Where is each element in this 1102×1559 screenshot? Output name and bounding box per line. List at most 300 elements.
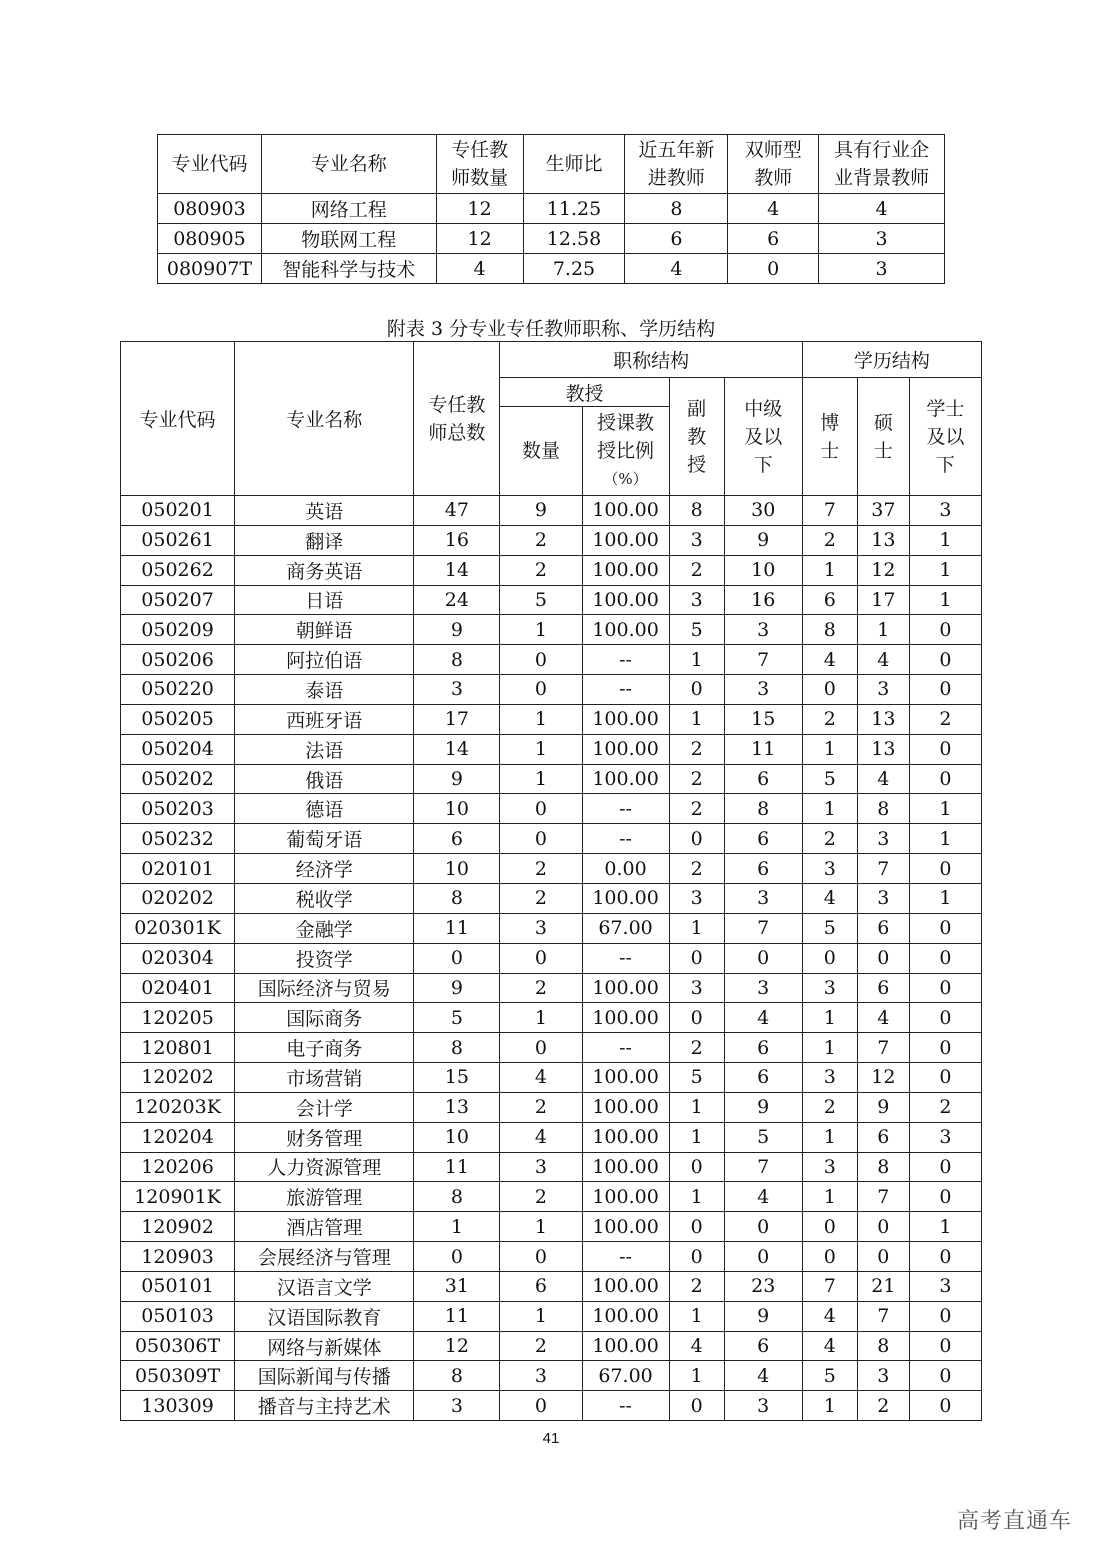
table-cell: 050232 bbox=[121, 824, 235, 854]
table-cell: 020101 bbox=[121, 854, 235, 884]
table-cell: 0 bbox=[500, 794, 582, 824]
table-cell: 3 bbox=[909, 1271, 981, 1301]
table-cell: 080903 bbox=[158, 194, 262, 224]
table-cell: 1 bbox=[909, 1212, 981, 1242]
table-cell: 播音与主持艺术 bbox=[235, 1391, 414, 1421]
table-cell: -- bbox=[582, 645, 669, 675]
table-cell: 050261 bbox=[121, 525, 235, 555]
table-cell: 0 bbox=[724, 943, 802, 973]
ratio-label: 授课教 授比例 bbox=[597, 412, 655, 462]
table-cell: 37 bbox=[857, 496, 909, 526]
table-cell: -- bbox=[582, 1242, 669, 1272]
table-cell: 0 bbox=[909, 854, 981, 884]
table-cell: 智能科学与技术 bbox=[261, 254, 436, 284]
table-cell: 100.00 bbox=[582, 615, 669, 645]
table-cell: 0 bbox=[909, 1361, 981, 1391]
watermark-text: 高考直通车 bbox=[956, 1509, 1072, 1534]
table-cell: 2 bbox=[909, 704, 981, 734]
table-row bbox=[121, 1033, 982, 1063]
table-cell: 9 bbox=[414, 764, 500, 794]
table-cell: 3 bbox=[414, 1391, 500, 1421]
table-cell: 0 bbox=[669, 943, 724, 973]
table-cell: 47 bbox=[414, 496, 500, 526]
header-cell: 具有行业企 业背景教师 bbox=[819, 135, 945, 194]
table-cell: 0 bbox=[909, 1391, 981, 1421]
header-total: 专任教 师总数 bbox=[414, 342, 500, 496]
table-cell: 9 bbox=[414, 973, 500, 1003]
table-cell: 法语 bbox=[235, 734, 414, 764]
table-cell: 4 bbox=[802, 883, 857, 913]
table-cell: 5 bbox=[802, 764, 857, 794]
table-cell: 6 bbox=[857, 913, 909, 943]
table-cell: 德语 bbox=[235, 794, 414, 824]
table-row bbox=[121, 525, 982, 555]
table-cell: 9 bbox=[857, 1092, 909, 1122]
table-cell: 3 bbox=[857, 1361, 909, 1391]
table-cell: 1 bbox=[802, 734, 857, 764]
table-cell: 6 bbox=[724, 1331, 802, 1361]
teacher-count-table bbox=[157, 134, 945, 284]
table-cell: 0 bbox=[724, 1212, 802, 1242]
table-cell: 4 bbox=[802, 1301, 857, 1331]
table-cell: 0 bbox=[728, 254, 819, 284]
table-cell: 080905 bbox=[158, 224, 262, 254]
table-cell: 0 bbox=[724, 1242, 802, 1272]
table-cell: 050207 bbox=[121, 585, 235, 615]
table-cell: 020304 bbox=[121, 943, 235, 973]
table-cell: 5 bbox=[724, 1122, 802, 1152]
table-cell: 2 bbox=[669, 1033, 724, 1063]
table-cell: 8 bbox=[414, 1033, 500, 1063]
table-row bbox=[121, 943, 982, 973]
table-row bbox=[158, 254, 945, 284]
table-cell: 翻译 bbox=[235, 525, 414, 555]
table-cell: 6 bbox=[414, 824, 500, 854]
table-cell: 7 bbox=[857, 1182, 909, 1212]
table-cell: 0 bbox=[802, 1242, 857, 1272]
table-cell: 4 bbox=[724, 1361, 802, 1391]
table-cell: 6 bbox=[724, 1063, 802, 1093]
table-cell: 5 bbox=[500, 585, 582, 615]
table-header-row bbox=[121, 342, 982, 378]
table-cell: 7.25 bbox=[523, 254, 625, 284]
table-cell: 0 bbox=[500, 824, 582, 854]
table-cell: 财务管理 bbox=[235, 1122, 414, 1152]
table-cell: 3 bbox=[500, 913, 582, 943]
table-cell: 4 bbox=[857, 1003, 909, 1033]
header-intermediate-below: 中级 及以 下 bbox=[724, 378, 802, 496]
header-bachelor-below: 学士 及以 下 bbox=[909, 378, 981, 496]
table-cell: 3 bbox=[724, 883, 802, 913]
table-cell: 10 bbox=[414, 854, 500, 884]
table-cell: 4 bbox=[500, 1122, 582, 1152]
table-cell: 7 bbox=[724, 645, 802, 675]
table-cell: 12.58 bbox=[523, 224, 625, 254]
table-cell: 11 bbox=[414, 1152, 500, 1182]
table-cell: 网络与新媒体 bbox=[235, 1331, 414, 1361]
table-cell: 0 bbox=[909, 1003, 981, 1033]
table-cell: 4 bbox=[802, 645, 857, 675]
table-row bbox=[121, 1212, 982, 1242]
table-cell: 12 bbox=[857, 1063, 909, 1093]
table-cell: 6 bbox=[802, 585, 857, 615]
table-cell: 11.25 bbox=[523, 194, 625, 224]
table-cell: 8 bbox=[857, 1331, 909, 1361]
table-cell: 8 bbox=[724, 794, 802, 824]
header-code: 专业代码 bbox=[121, 342, 235, 496]
table-cell: 5 bbox=[802, 913, 857, 943]
table-cell: 4 bbox=[669, 1331, 724, 1361]
table-cell: 12 bbox=[414, 1331, 500, 1361]
table-cell: 6 bbox=[724, 854, 802, 884]
table-cell: 6 bbox=[724, 824, 802, 854]
table-cell: 6 bbox=[857, 973, 909, 1003]
table-cell: 2 bbox=[857, 1391, 909, 1421]
table-cell: 4 bbox=[500, 1063, 582, 1093]
header-cell: 双师型 教师 bbox=[728, 135, 819, 194]
table-cell: 100.00 bbox=[582, 585, 669, 615]
table-cell: 0 bbox=[909, 1182, 981, 1212]
table-cell: 13 bbox=[414, 1092, 500, 1122]
table-cell: 1 bbox=[500, 1003, 582, 1033]
table-cell: 100.00 bbox=[582, 1063, 669, 1093]
table-cell: 100.00 bbox=[582, 555, 669, 585]
table-cell: 13 bbox=[857, 704, 909, 734]
table-cell: 0.00 bbox=[582, 854, 669, 884]
table-cell: 3 bbox=[857, 675, 909, 705]
table-cell: 7 bbox=[857, 1301, 909, 1331]
table-row bbox=[121, 1242, 982, 1272]
table-cell: 120203K bbox=[121, 1092, 235, 1122]
table-cell: 120903 bbox=[121, 1242, 235, 1272]
table-cell: 旅游管理 bbox=[235, 1182, 414, 1212]
table-cell: 网络工程 bbox=[261, 194, 436, 224]
table-cell: 2 bbox=[500, 973, 582, 1003]
table-row bbox=[121, 1092, 982, 1122]
table-cell: 24 bbox=[414, 585, 500, 615]
table-cell: 100.00 bbox=[582, 1301, 669, 1331]
table-cell: 3 bbox=[802, 1152, 857, 1182]
header-cell: 生师比 bbox=[523, 135, 625, 194]
table-cell: 120206 bbox=[121, 1152, 235, 1182]
table-cell: 14 bbox=[414, 555, 500, 585]
table-cell: 俄语 bbox=[235, 764, 414, 794]
table-cell: 050220 bbox=[121, 675, 235, 705]
table-cell: 100.00 bbox=[582, 734, 669, 764]
header-cell: 近五年新 进教师 bbox=[625, 135, 728, 194]
table-row bbox=[121, 1063, 982, 1093]
table-cell: 1 bbox=[500, 704, 582, 734]
table-cell: 050103 bbox=[121, 1301, 235, 1331]
table-cell: 100.00 bbox=[582, 1152, 669, 1182]
table-cell: 0 bbox=[669, 675, 724, 705]
table-cell: 3 bbox=[819, 224, 945, 254]
table-cell: 4 bbox=[625, 254, 728, 284]
table-cell: 2 bbox=[500, 1092, 582, 1122]
table-cell: 3 bbox=[724, 675, 802, 705]
header-cell: 专业名称 bbox=[261, 135, 436, 194]
table-cell: 050205 bbox=[121, 704, 235, 734]
table-cell: 朝鲜语 bbox=[235, 615, 414, 645]
table-cell: 12 bbox=[857, 555, 909, 585]
table-cell: 国际新闻与传播 bbox=[235, 1361, 414, 1391]
table-cell: 0 bbox=[500, 645, 582, 675]
table-cell: 8 bbox=[414, 883, 500, 913]
table-cell: 12 bbox=[436, 224, 523, 254]
table-cell: 9 bbox=[500, 496, 582, 526]
table-cell: 17 bbox=[414, 704, 500, 734]
table-cell: 7 bbox=[857, 854, 909, 884]
table-cell: 050306T bbox=[121, 1331, 235, 1361]
table-cell: 3 bbox=[819, 254, 945, 284]
table-cell: 3 bbox=[669, 525, 724, 555]
table-cell: 050262 bbox=[121, 555, 235, 585]
table-cell: 8 bbox=[857, 1152, 909, 1182]
table-cell: 100.00 bbox=[582, 1182, 669, 1212]
table-cell: 0 bbox=[909, 943, 981, 973]
table-cell: 13 bbox=[857, 525, 909, 555]
table-cell: 1 bbox=[669, 1361, 724, 1391]
table-cell: 1 bbox=[909, 794, 981, 824]
table-cell: 16 bbox=[724, 585, 802, 615]
table-cell: 6 bbox=[724, 1033, 802, 1063]
table-cell: 5 bbox=[669, 615, 724, 645]
table-cell: 1 bbox=[857, 615, 909, 645]
table-row bbox=[121, 1152, 982, 1182]
table-cell: 30 bbox=[724, 496, 802, 526]
table-cell: -- bbox=[582, 824, 669, 854]
table-cell: 0 bbox=[802, 675, 857, 705]
table-cell: 100.00 bbox=[582, 1271, 669, 1301]
table-cell: 1 bbox=[669, 645, 724, 675]
table-cell: 商务英语 bbox=[235, 555, 414, 585]
table-cell: 5 bbox=[414, 1003, 500, 1033]
table-cell: 120205 bbox=[121, 1003, 235, 1033]
table-cell: 1 bbox=[500, 1301, 582, 1331]
table-cell: 6 bbox=[728, 224, 819, 254]
table-cell: 0 bbox=[909, 1242, 981, 1272]
table-cell: 1 bbox=[802, 1391, 857, 1421]
table-cell: 3 bbox=[802, 1063, 857, 1093]
table-cell: 0 bbox=[857, 1242, 909, 1272]
table-cell: 1 bbox=[500, 615, 582, 645]
table-cell: -- bbox=[582, 794, 669, 824]
table-cell: 31 bbox=[414, 1271, 500, 1301]
table-cell: 7 bbox=[724, 1152, 802, 1182]
table-cell: 3 bbox=[669, 883, 724, 913]
table-cell: 0 bbox=[500, 943, 582, 973]
table-cell: 4 bbox=[728, 194, 819, 224]
table-cell: 4 bbox=[857, 645, 909, 675]
table-cell: 0 bbox=[857, 1212, 909, 1242]
table-cell: 国际商务 bbox=[235, 1003, 414, 1033]
table-cell: 市场营销 bbox=[235, 1063, 414, 1093]
table-cell: 电子商务 bbox=[235, 1033, 414, 1063]
table-row bbox=[121, 1301, 982, 1331]
table-row bbox=[121, 1122, 982, 1152]
ratio-unit: （%） bbox=[603, 470, 648, 488]
table-cell: 2 bbox=[669, 734, 724, 764]
table-cell: 3 bbox=[724, 615, 802, 645]
table-cell: -- bbox=[582, 675, 669, 705]
table-cell: 2 bbox=[669, 794, 724, 824]
table-cell: 1 bbox=[669, 1122, 724, 1152]
table-cell: 日语 bbox=[235, 585, 414, 615]
table-cell: 2 bbox=[500, 883, 582, 913]
table-cell: 0 bbox=[500, 1033, 582, 1063]
table-cell: 3 bbox=[669, 973, 724, 1003]
table-caption: 附表 3 分专业专任教师职称、学历结构 bbox=[386, 318, 716, 340]
table-row bbox=[158, 224, 945, 254]
table-cell: 9 bbox=[724, 525, 802, 555]
table-cell: 金融学 bbox=[235, 913, 414, 943]
table-cell: 4 bbox=[857, 764, 909, 794]
table-cell: 会计学 bbox=[235, 1092, 414, 1122]
table-cell: 6 bbox=[857, 1122, 909, 1152]
table-cell: 1 bbox=[669, 1092, 724, 1122]
table-cell: 1 bbox=[909, 585, 981, 615]
table-cell: 1 bbox=[909, 555, 981, 585]
header-associate-professor: 副 教 授 bbox=[669, 378, 724, 496]
table-cell: 西班牙语 bbox=[235, 704, 414, 734]
table-cell: 0 bbox=[909, 645, 981, 675]
table-cell: 0 bbox=[909, 973, 981, 1003]
table-row bbox=[121, 645, 982, 675]
table-row bbox=[121, 1361, 982, 1391]
table-cell: 6 bbox=[500, 1271, 582, 1301]
table-cell: 1 bbox=[802, 1122, 857, 1152]
table-cell: 3 bbox=[500, 1361, 582, 1391]
table-row bbox=[121, 1391, 982, 1421]
table-cell: 0 bbox=[414, 1242, 500, 1272]
table-header-row bbox=[158, 135, 945, 194]
table-cell: 120204 bbox=[121, 1122, 235, 1152]
table-cell: 2 bbox=[669, 854, 724, 884]
table-cell: 11 bbox=[724, 734, 802, 764]
table-cell: 1 bbox=[909, 525, 981, 555]
table-cell: 020202 bbox=[121, 883, 235, 913]
header-master: 硕 士 bbox=[857, 378, 909, 496]
table-row bbox=[121, 704, 982, 734]
table-cell: 0 bbox=[909, 764, 981, 794]
table-cell: 050209 bbox=[121, 615, 235, 645]
table-cell: 100.00 bbox=[582, 1122, 669, 1152]
table-cell: 8 bbox=[414, 645, 500, 675]
header-name: 专业名称 bbox=[235, 342, 414, 496]
table-cell: 7 bbox=[724, 913, 802, 943]
table-cell: 100.00 bbox=[582, 1003, 669, 1033]
table-cell: 0 bbox=[414, 943, 500, 973]
table-cell: 100.00 bbox=[582, 1331, 669, 1361]
table-row bbox=[121, 1271, 982, 1301]
table-cell: 050201 bbox=[121, 496, 235, 526]
table-cell: 4 bbox=[724, 1182, 802, 1212]
title-education-table bbox=[120, 341, 982, 1421]
table-cell: 100.00 bbox=[582, 704, 669, 734]
header-cell: 专任教 师数量 bbox=[436, 135, 523, 194]
header-professor-count: 数量 bbox=[500, 407, 582, 496]
table-cell: 0 bbox=[909, 1301, 981, 1331]
table-cell: 0 bbox=[909, 675, 981, 705]
table-cell: 100.00 bbox=[582, 525, 669, 555]
table-cell: 67.00 bbox=[582, 1361, 669, 1391]
table-cell: 汉语言文学 bbox=[235, 1271, 414, 1301]
table-cell: 4 bbox=[819, 194, 945, 224]
table-cell: 3 bbox=[669, 585, 724, 615]
table-cell: 10 bbox=[414, 1122, 500, 1152]
table-cell: 100.00 bbox=[582, 1092, 669, 1122]
table-cell: 2 bbox=[500, 854, 582, 884]
table-row bbox=[121, 734, 982, 764]
table-row bbox=[121, 555, 982, 585]
table-cell: 0 bbox=[669, 1003, 724, 1033]
table-row bbox=[121, 1003, 982, 1033]
table-row bbox=[121, 854, 982, 884]
table-cell: 020401 bbox=[121, 973, 235, 1003]
table-cell: 投资学 bbox=[235, 943, 414, 973]
table-cell: 0 bbox=[909, 1152, 981, 1182]
page-number: 41 bbox=[542, 1430, 560, 1447]
table-cell: 1 bbox=[669, 913, 724, 943]
table-cell: 4 bbox=[802, 1331, 857, 1361]
table-cell: 8 bbox=[802, 615, 857, 645]
table-cell: 税收学 bbox=[235, 883, 414, 913]
table-cell: 9 bbox=[724, 1301, 802, 1331]
table-cell: 0 bbox=[909, 913, 981, 943]
table-cell: 100.00 bbox=[582, 496, 669, 526]
table-cell: 1 bbox=[802, 1003, 857, 1033]
table-cell: 5 bbox=[802, 1361, 857, 1391]
table-cell: 3 bbox=[857, 824, 909, 854]
table-cell: 2 bbox=[500, 525, 582, 555]
table-cell: 120901K bbox=[121, 1182, 235, 1212]
table-row bbox=[121, 794, 982, 824]
table-cell: 21 bbox=[857, 1271, 909, 1301]
table-cell: 020301K bbox=[121, 913, 235, 943]
table-cell: 100.00 bbox=[582, 973, 669, 1003]
table-cell: 2 bbox=[669, 764, 724, 794]
table-cell: 泰语 bbox=[235, 675, 414, 705]
table-cell: 2 bbox=[669, 1271, 724, 1301]
table-cell: 050203 bbox=[121, 794, 235, 824]
table-cell: 050202 bbox=[121, 764, 235, 794]
table-cell: 050206 bbox=[121, 645, 235, 675]
table-cell: 0 bbox=[669, 1242, 724, 1272]
table-cell: -- bbox=[582, 1391, 669, 1421]
table-cell: 8 bbox=[669, 496, 724, 526]
table-row bbox=[121, 585, 982, 615]
table-cell: 3 bbox=[414, 675, 500, 705]
table-cell: 2 bbox=[802, 704, 857, 734]
table-row bbox=[121, 496, 982, 526]
table-cell: 0 bbox=[909, 734, 981, 764]
table-cell: 100.00 bbox=[582, 883, 669, 913]
table-cell: 1 bbox=[909, 883, 981, 913]
table-cell: 5 bbox=[669, 1063, 724, 1093]
table-cell: 2 bbox=[909, 1092, 981, 1122]
table-cell: 0 bbox=[500, 1391, 582, 1421]
table-cell: 1 bbox=[669, 1301, 724, 1331]
table-cell: 3 bbox=[500, 1152, 582, 1182]
table-cell: 3 bbox=[802, 854, 857, 884]
table-cell: 0 bbox=[909, 1033, 981, 1063]
table-cell: 8 bbox=[625, 194, 728, 224]
table-row bbox=[121, 883, 982, 913]
table-cell: 2 bbox=[669, 555, 724, 585]
table-cell: 3 bbox=[724, 1391, 802, 1421]
table-cell: 120801 bbox=[121, 1033, 235, 1063]
table-row bbox=[121, 675, 982, 705]
